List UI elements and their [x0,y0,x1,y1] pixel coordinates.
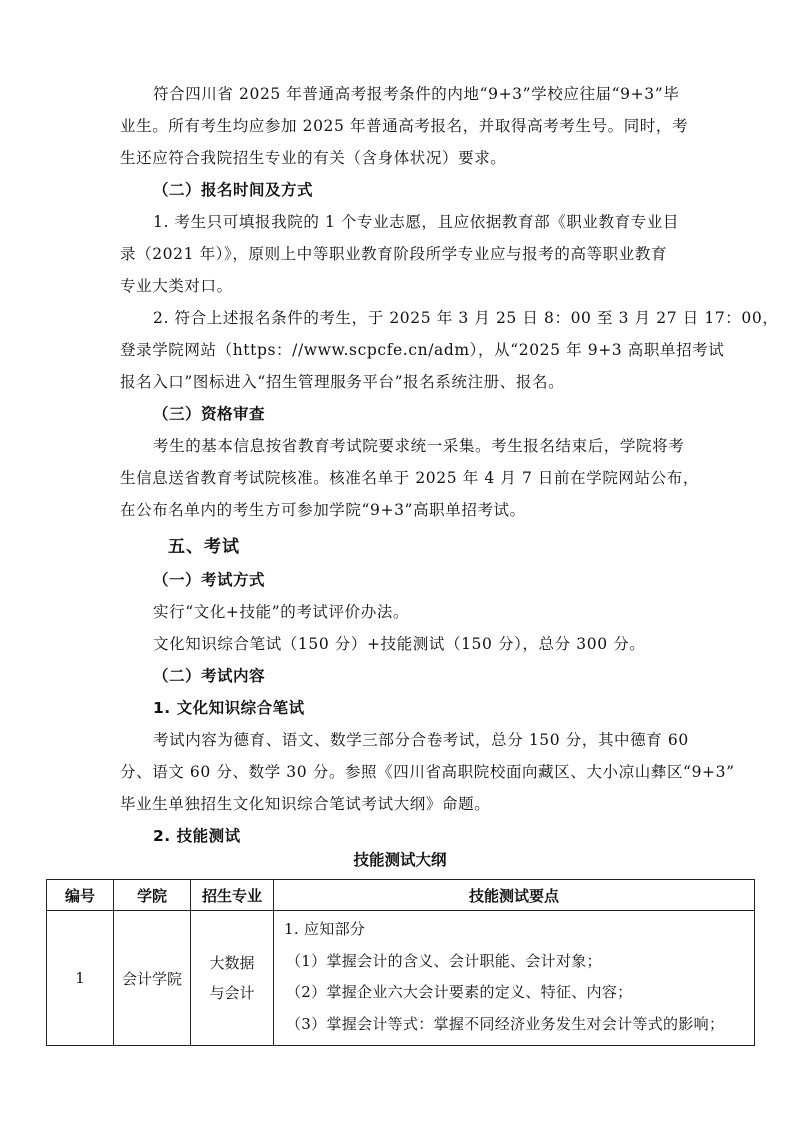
subheading-skill-test: 2. 技能测试 [153,827,241,845]
cell-number: 1 [47,911,114,1046]
skill-point-item: （2）掌握企业六大会计要素的定义、特征、内容； [286,983,633,1001]
cell-college: 会计学院 [114,911,191,1046]
header-major: 招生专业 [191,880,274,911]
paragraph-eligibility-line-2: 业生。所有考生均应参加 2025 年普通高考报名，并取得高考考生号。同时，考 [120,117,689,135]
paragraph-volunteer-line-2: 录（2021 年）》，原则上中等职业教育阶段所学专业应与报考的高等职业教育 [120,245,668,263]
cell-skill-points [274,911,755,1046]
paragraph-eligibility-line-1: 符合四川省 2025 年普通高考报考条件的内地“9+3”学校应往届“9+3”毕 [153,85,680,103]
paragraph-review-line-2: 生信息送省教育考试院核准。核准名单于 2025 年 4 月 7 日前在学院网站公布， [120,469,699,487]
section-heading-registration-time: （二）报名时间及方式 [153,181,314,199]
paragraph-written-exam-line-3: 毕业生单独招生文化知识综合笔试考试大纲》命题。 [120,795,491,813]
table-row [47,911,755,1046]
paragraph-review-line-1: 考生的基本信息按省教育考试院要求统一采集。考生报名结束后，学院将考 [153,437,685,455]
paragraph-score-composition: 文化知识综合笔试（150 分）+技能测试（150 分），总分 300 分。 [153,635,646,653]
section-heading-exam-method: （一）考试方式 [153,571,266,589]
paragraph-written-exam-line-1: 考试内容为德育、语文、数学三部分合卷考试，总分 150 分，其中德育 60 [153,731,689,749]
paragraph-exam-method: 实行“文化+技能”的考试评价办法。 [153,603,410,621]
major-line-2: 与会计 [209,984,255,1002]
table-header-row [47,880,755,911]
table-title: 技能测试大纲 [353,851,447,869]
paragraph-review-line-3: 在公布名单内的考生方可参加学院“9+3”高职单招考试。 [120,501,526,519]
section-heading-exam-content: （二）考试内容 [153,667,266,685]
header-college: 学院 [114,880,191,911]
paragraph-registration-line-2: 登录学院网站（https：//www.scpcfe.cn/adm），从“2025 年 9+3 高职单招考试 [120,341,725,359]
paragraph-eligibility-line-3: 生还应符合我院招生专业的有关（含身体状况）要求。 [120,149,507,167]
paragraph-written-exam-line-2: 分、语文 60 分、数学 30 分。参照《四川省高职院校面向藏区、大小凉山彝区“9+3” [120,763,735,781]
cell-major [191,911,274,1046]
paragraph-registration-line-3: 报名入口”图标进入“招生管理服务平台”报名系统注册、报名。 [120,373,565,391]
header-skill-points: 技能测试要点 [274,880,755,911]
skill-point-heading: 1. 应知部分 [284,920,366,938]
paragraph-volunteer-line-3: 专业大类对口。 [120,277,233,295]
skill-point-item: （1）掌握会计的含义、会计职能、会计对象； [286,951,602,970]
section-heading-qualification-review: （三）资格审查 [153,405,266,423]
paragraph-volunteer-line-1: 1. 考生只可填报我院的 1 个专业志愿，且应依据教育部《职业教育专业目 [153,213,680,231]
paragraph-registration-line-1: 2. 符合上述报名条件的考生，于 2025 年 3 月 25 日 8：00 至 3 月 27 日 17：00， [153,309,779,327]
header-number: 编号 [47,880,114,911]
skill-test-outline-table [46,879,755,1046]
major-line-1: 大数据 [209,954,255,972]
chapter-heading-exam: 五、考试 [168,537,240,557]
subheading-written-exam: 1. 文化知识综合笔试 [153,699,305,717]
skill-point-item: （3）掌握会计等式：掌握不同经济业务发生对会计等式的影响； [286,1014,725,1033]
